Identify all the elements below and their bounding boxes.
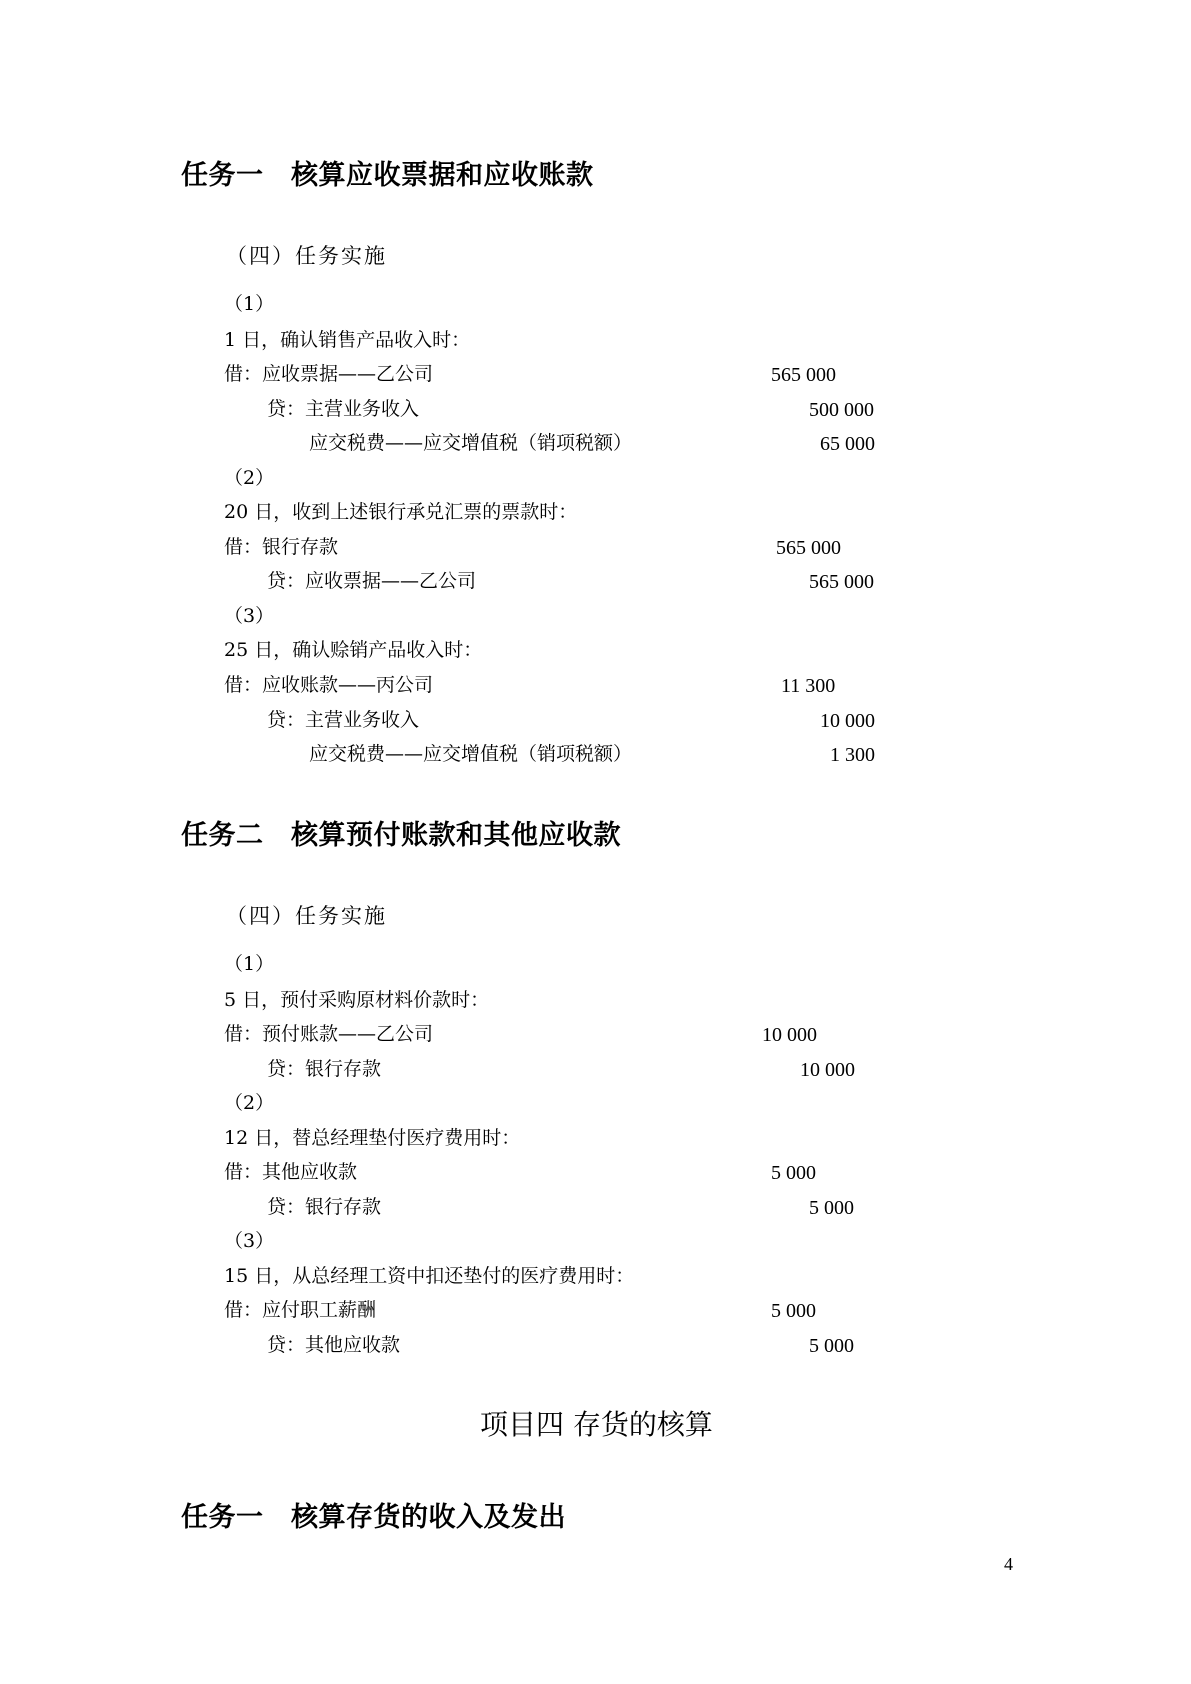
credit-amount: 10 000	[820, 710, 875, 732]
section-subheading: （四）任务实施	[226, 904, 387, 928]
credit-entry: 应交税费——应交增值税（销项税额）	[309, 432, 633, 454]
credit-entry: 贷：银行存款	[267, 1058, 382, 1080]
section-heading: 任务一 核算存货的收入及发出	[181, 1502, 566, 1533]
debit-amount: 565 000	[776, 537, 841, 559]
page-number: 4	[1004, 1554, 1013, 1574]
item-description: 1 日，确认销售产品收入时：	[224, 329, 471, 351]
item-marker: （1）	[224, 293, 275, 315]
debit-entry: 借：应付职工薪酬	[224, 1299, 377, 1321]
credit-amount: 10 000	[800, 1059, 855, 1081]
section-heading: 任务一 核算应收票据和应收账款	[181, 160, 594, 191]
credit-amount: 1 300	[830, 744, 875, 766]
section-subheading: （四）任务实施	[226, 244, 387, 268]
debit-entry: 借：应收账款——丙公司	[224, 674, 434, 696]
debit-entry: 借：其他应收款	[224, 1161, 358, 1183]
section-heading: 任务二 核算预付账款和其他应收款	[181, 820, 621, 851]
debit-amount: 11 300	[781, 675, 836, 697]
debit-amount: 565 000	[771, 364, 836, 386]
item-marker: （3）	[224, 1230, 275, 1252]
item-description: 5 日，预付采购原材料价款时：	[224, 989, 490, 1011]
credit-amount: 5 000	[809, 1197, 854, 1219]
credit-entry: 贷：主营业务收入	[267, 709, 420, 731]
debit-entry: 借：应收票据——乙公司	[224, 363, 434, 385]
credit-entry: 贷：其他应收款	[267, 1334, 401, 1356]
credit-entry: 应交税费——应交增值税（销项税额）	[309, 743, 633, 765]
credit-entry: 贷：银行存款	[267, 1196, 382, 1218]
item-marker: （2）	[224, 1092, 275, 1114]
credit-entry: 贷：主营业务收入	[267, 398, 420, 420]
debit-amount: 5 000	[771, 1162, 816, 1184]
credit-amount: 5 000	[809, 1335, 854, 1357]
item-marker: （3）	[224, 605, 275, 627]
debit-entry: 借：银行存款	[224, 536, 339, 558]
item-description: 25 日，确认赊销产品收入时：	[224, 639, 483, 661]
project-title: 项目四 存货的核算	[480, 1408, 713, 1441]
item-description: 12 日，替总经理垫付医疗费用时：	[224, 1127, 521, 1149]
item-marker: （2）	[224, 467, 275, 489]
debit-amount: 5 000	[771, 1300, 816, 1322]
credit-entry: 贷：应收票据——乙公司	[267, 570, 477, 592]
debit-amount: 10 000	[762, 1024, 817, 1046]
credit-amount: 65 000	[820, 433, 875, 455]
item-marker: （1）	[224, 953, 275, 975]
debit-entry: 借：预付账款——乙公司	[224, 1023, 434, 1045]
item-description: 15 日，从总经理工资中扣还垫付的医疗费用时：	[224, 1265, 635, 1287]
item-description: 20 日，收到上述银行承兑汇票的票款时：	[224, 501, 578, 523]
credit-amount: 565 000	[809, 571, 874, 593]
credit-amount: 500 000	[809, 399, 874, 421]
